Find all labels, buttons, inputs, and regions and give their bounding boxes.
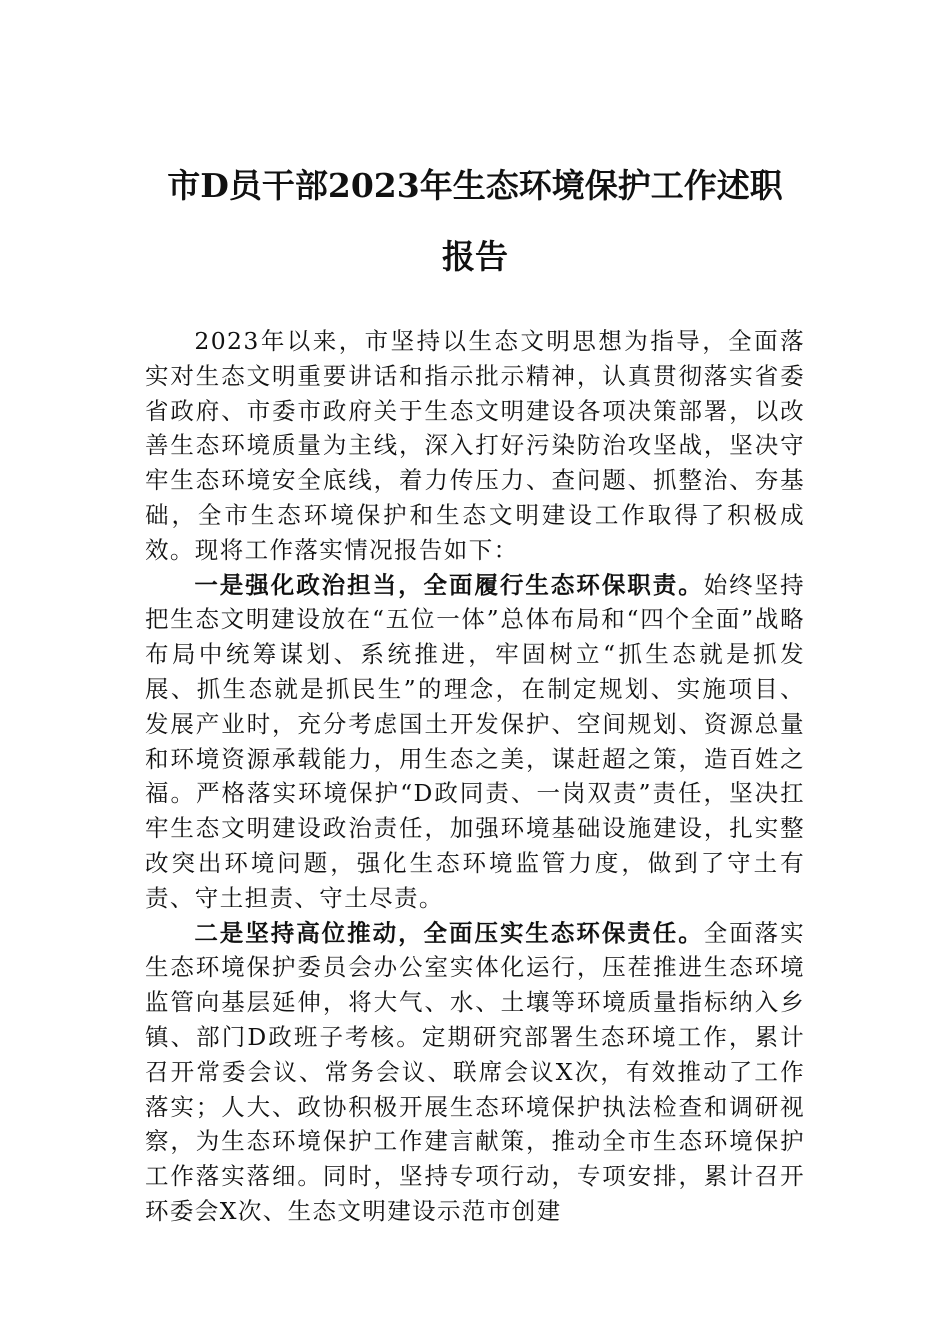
- document-body: [145, 324, 805, 1229]
- paragraph-lead: 一是强化政治担当，全面履行生态环保职责。: [194, 570, 704, 599]
- intro-paragraph: [145, 324, 805, 568]
- section-two-paragraph: [145, 916, 805, 1229]
- paragraph-text: 全面落实生态环境保护委员会办公室实体化运行，压茬推进生态环境监管向基层延伸，将大气、水、土壤等环境质量指标纳入乡镇、部门D政班子考核。定期研究部署生态环境工作，累计召开常委会议、常务会议、联席会议X次，有效推动了工作落实；人大、政协积极开展生态环境保护执法检查和调研视察，为生态环境保护工作建言献策，推动全市生态环境保护工作落实落细。同时，坚持专项行动，专项安排，累计召开环委会X次、生态文明建设示范市创建: [145, 918, 806, 1225]
- paragraph-text: 始终坚持把生态文明建设放在“五位一体”总体布局和“四个全面”战略布局中统筹谋划、系统推进，牢固树立“抓生态就是抓发展、抓生态就是抓民生”的理念，在制定规划、实施项目、发展产业时，充分考虑国土开发保护、空间规划、资源总量和环境资源承载能力，用生态之美，谋赶超之策，造百姓之福。严格落实环境保护“D政同责、一岗双责”责任，坚决扛牢生态文明建设政治责任，加强环境基础设施建设，扎实整改突出环境问题，强化生态环境监管力度，做到了守土有责、守土担责、守土尽责。: [145, 570, 806, 912]
- paragraph-text: 2023年以来，市坚持以生态文明思想为指导，全面落实对生态文明重要讲话和指示批示精神，认真贯彻落实省委省政府、市委市政府关于生态文明建设各项决策部署，以改善生态环境质量为主线，深入打好污染防治攻坚战，坚决守牢生态环境安全底线，着力传压力、查问题、抓整治、夯基础，全市生态环境保护和生态文明建设工作取得了积极成效。现将工作落实情况报告如下：: [145, 327, 805, 564]
- section-one-paragraph: [145, 568, 805, 916]
- document-title-line-1: 市D员干部2023年生态环境保护工作述职: [167, 166, 783, 205]
- paragraph-lead: 二是坚持高位推动，全面压实生态环保责任。: [194, 918, 704, 947]
- document-title-line-2: 报告: [442, 237, 508, 276]
